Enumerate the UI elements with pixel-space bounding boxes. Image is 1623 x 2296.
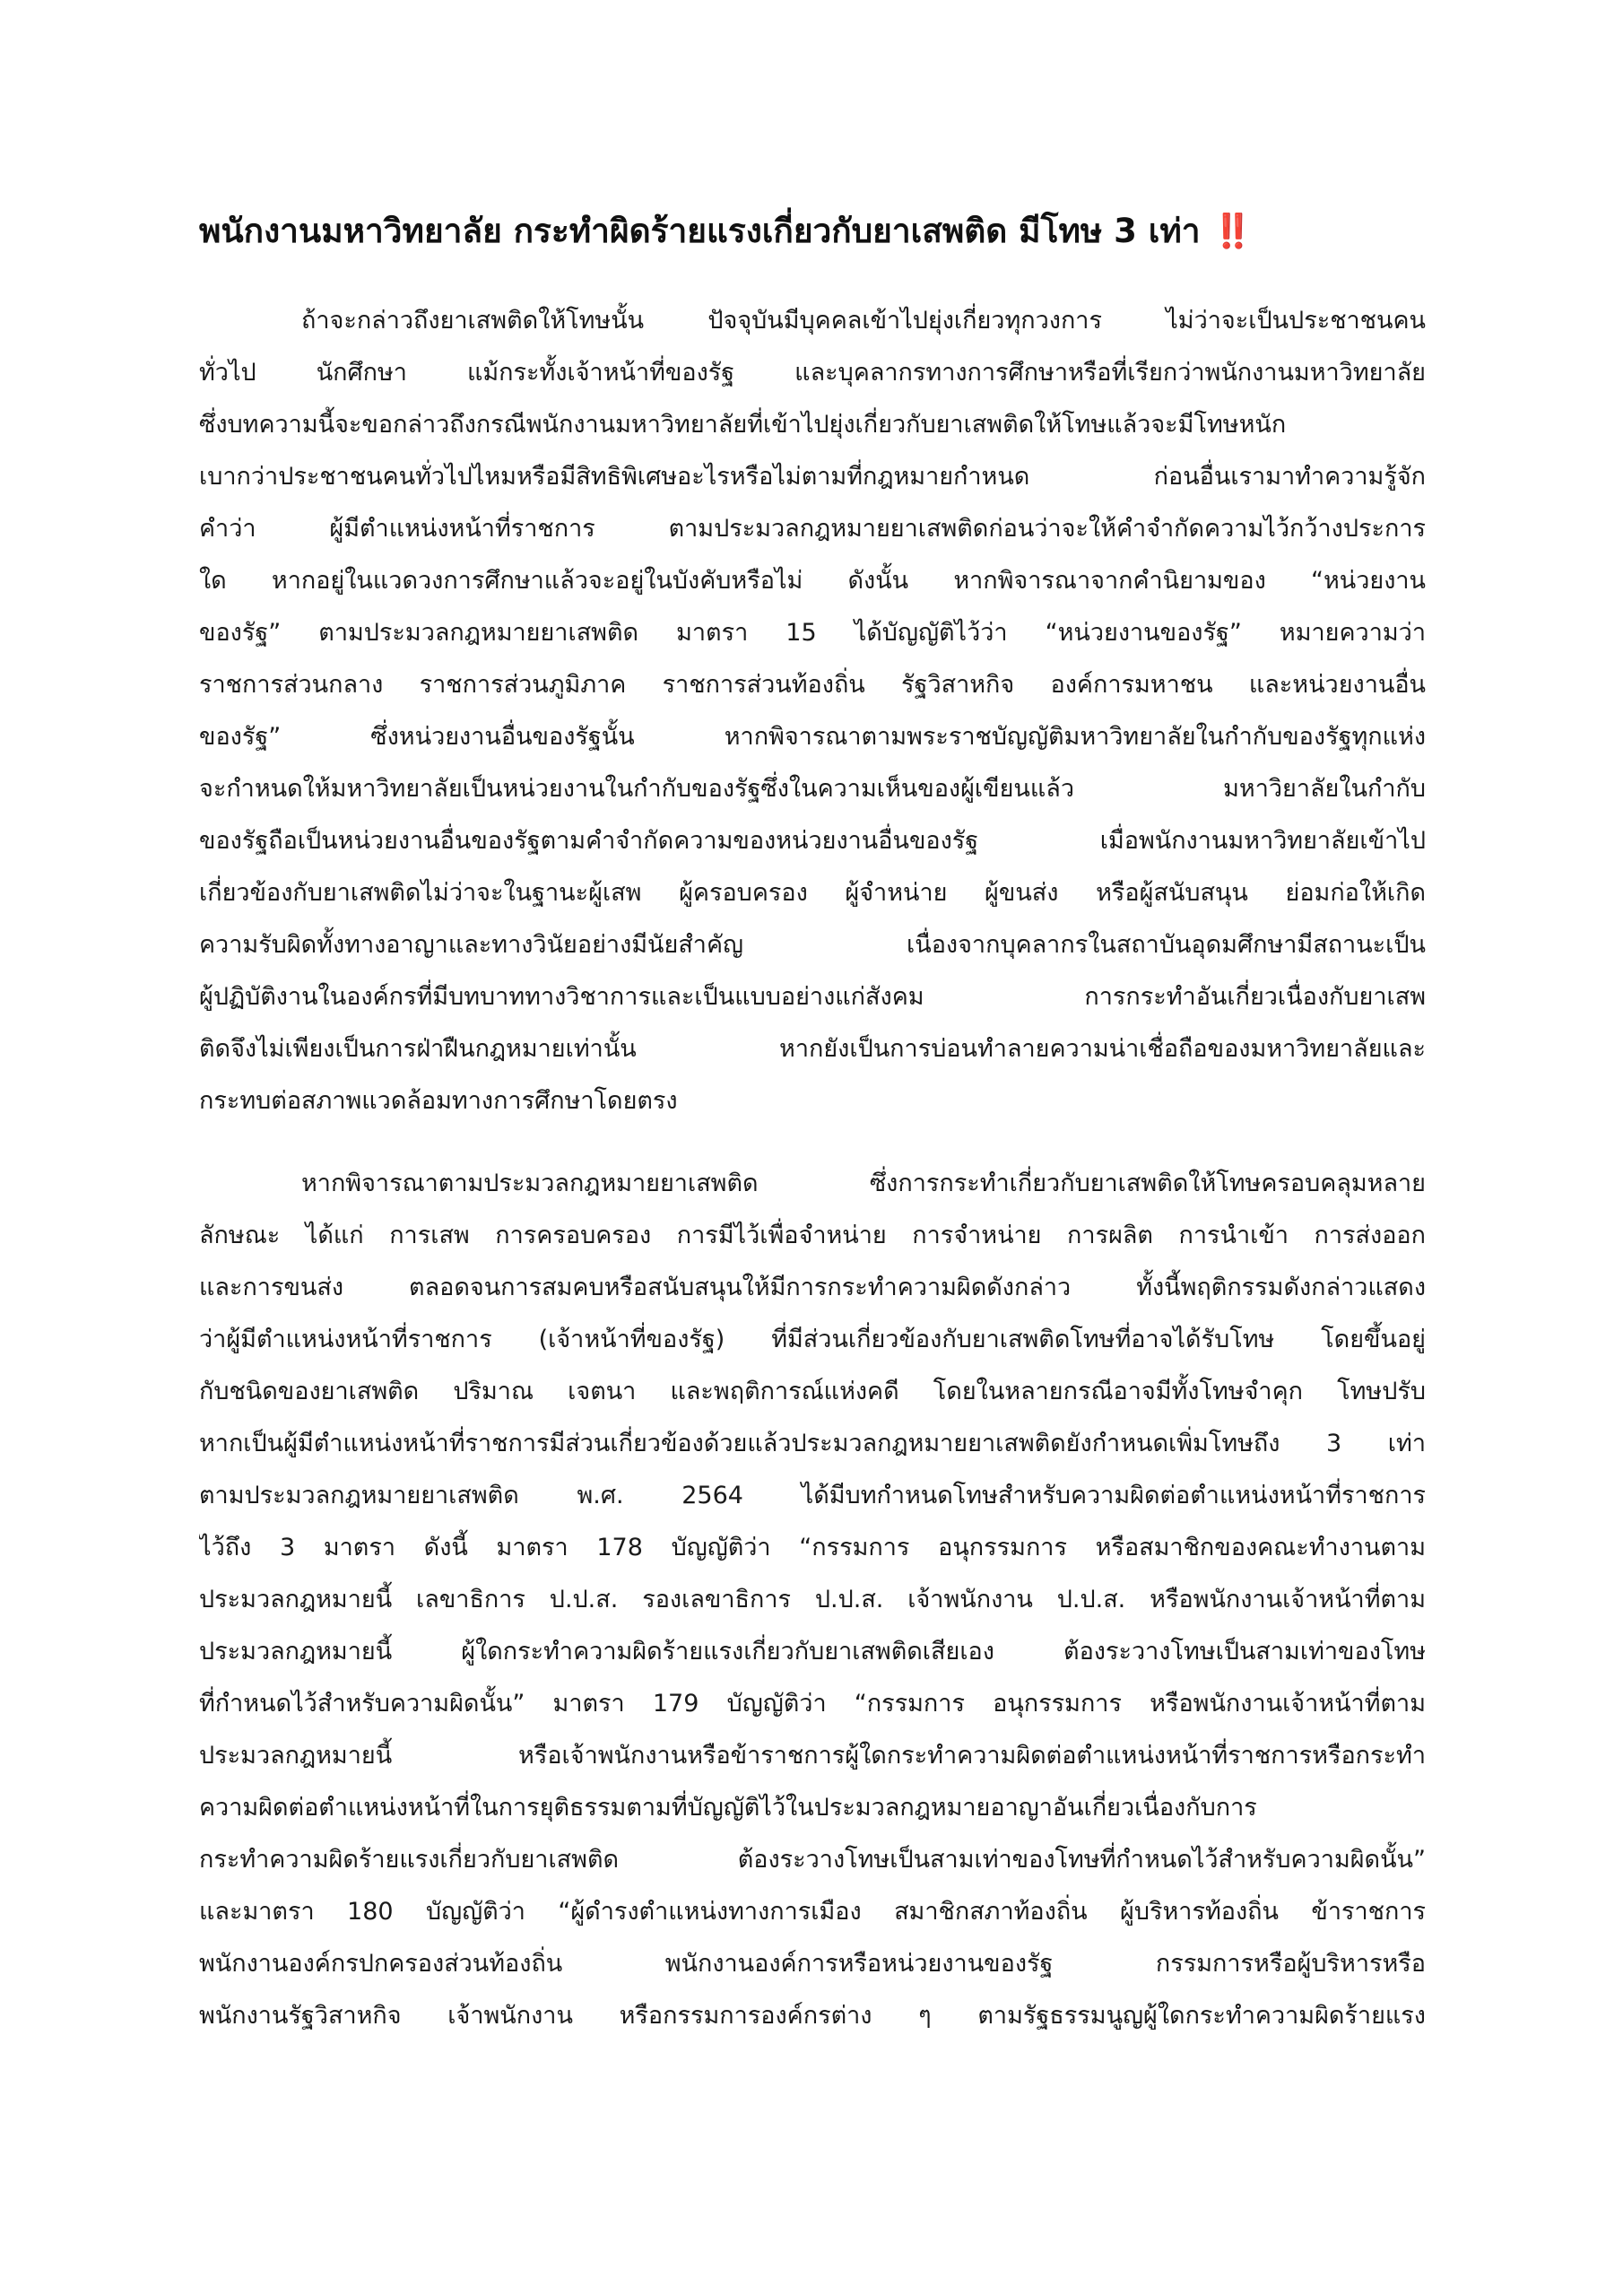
paragraph-line: ของรัฐ” ซึ่งหน่วยงานอื่นของรัฐนั้น หากพิจารณาตามพระราชบัญญัติมหาวิทยาลัยในกำกับของรัฐทุกแห่ง — [199, 723, 1426, 751]
paragraph-line: เกี่ยวข้องกับยาเสพติดไม่ว่าจะในฐานะผู้เสพ ผู้ครอบครอง ผู้จำหน่าย ผู้ขนส่ง หรือผู้สนับสนุน ย่อมก่อให้เกิด — [199, 879, 1426, 907]
paragraph-line: ของรัฐถือเป็นหน่วยงานอื่นของรัฐตามคำจำกัดความของหน่วยงานอื่นของรัฐ เมื่อพนักงานมหาวิทยาลัยเข้าไป — [199, 827, 1426, 855]
paragraph-line: ราชการส่วนกลาง ราชการส่วนภูมิภาค ราชการส่วนท้องถิ่น รัฐวิสาหกิจ องค์การมหาชน และหน่วยงานอื่น — [199, 671, 1426, 699]
paragraph-line: ลักษณะ ได้แก่ การเสพ การครอบครอง การมีไว้เพื่อจำหน่าย การจำหน่าย การผลิต การนำเข้า การส่งออก — [199, 1222, 1426, 1249]
paragraph-line: ทั่วไป นักศึกษา แม้กระทั้งเจ้าหน้าที่ของรัฐ และบุคลากรทางการศึกษาหรือที่เรียกว่าพนักงานมหาวิทยาลัย — [199, 359, 1426, 387]
paragraph-line: ตามประมวลกฎหมายยาเสพติด พ.ศ. 2564 ได้มีบทกำหนดโทษสำหรับความผิดต่อตำแหน่งหน้าที่ราชการ — [199, 1482, 1426, 1509]
paragraph-line: กับชนิดของยาเสพติด ปริมาณ เจตนา และพฤติการณ์แห่งคดี โดยในหลายกรณีอาจมีทั้งโทษจำคุก โทษปรับ — [199, 1378, 1426, 1405]
paragraph-line: ประมวลกฎหมายนี้ ผู้ใดกระทำความผิดร้ายแรงเกี่ยวกับยาเสพติดเสียเอง ต้องระวางโทษเป็นสามเท่าของโทษ — [199, 1638, 1426, 1665]
paragraph-line: ผู้ปฏิบัติงานในองค์กรที่มีบทบาททางวิชาการและเป็นแบบอย่างแก่สังคม การกระทำอันเกี่ยวเนื่องกับยาเสพ — [199, 983, 1426, 1011]
paragraph-line: และมาตรา 180 บัญญัติว่า “ผู้ดำรงตำแหน่งทางการเมือง สมาชิกสภาท้องถิ่น ผู้บริหารท้องถิ่น ข้าราชการ — [199, 1898, 1426, 1926]
article-title — [199, 204, 1254, 258]
paragraph-line: ความรับผิดทั้งทางอาญาและทางวินัยอย่างมีนัยสำคัญ เนื่องจากบุคลากรในสถาบันอุดมศึกษามีสถานะเป็น — [199, 931, 1426, 959]
paragraph-line: ว่าผู้มีตำแหน่งหน้าที่ราชการ (เจ้าหน้าที่ของรัฐ) ที่มีส่วนเกี่ยวข้องกับยาเสพติดโทษที่อาจได้รับโทษ โดยขึ้นอยู่ — [199, 1326, 1426, 1353]
paragraph-line: ถ้าจะกล่าวถึงยาเสพติดให้โทษนั้น ปัจจุบันมีบุคคลเข้าไปยุ่งเกี่ยวทุกวงการ ไม่ว่าจะเป็นประชาชนคน — [301, 307, 1426, 335]
paragraph-line: พนักงานองค์กรปกครองส่วนท้องถิ่น พนักงานองค์การหรือหน่วยงานของรัฐ กรรมการหรือผู้บริหารหรือ — [199, 1950, 1426, 1978]
paragraph-line: คำว่า ผู้มีตำแหน่งหน้าที่ราชการ ตามประมวลกฎหมายยาเสพติดก่อนว่าจะให้คำจำกัดความไว้กว้างประการ — [199, 515, 1426, 543]
paragraph-line: ติดจึงไม่เพียงเป็นการฝ่าฝืนกฎหมายเท่านั้น หากยังเป็นการบ่อนทำลายความน่าเชื่อถือของมหาวิทยาลัยและ — [199, 1035, 1426, 1063]
paragraph-line: ความผิดต่อตำแหน่งหน้าที่ในการยุติธรรมตามที่บัญญัติไว้ในประมวลกฎหมายอาญาอันเกี่ยวเนื่องกับการ — [199, 1794, 1257, 1822]
paragraph-line: กระทบต่อสภาพแวดล้อมทางการศึกษาโดยตรง — [199, 1087, 678, 1115]
paragraph-line: ใด หากอยู่ในแวดวงการศึกษาแล้วจะอยู่ในบังคับหรือไม่ ดังนั้น หากพิจารณาจากคำนิยามของ “หน่วยงาน — [199, 567, 1426, 595]
paragraph-line: เบากว่าประชาชนคนทั่วไปไหมหรือมีสิทธิพิเศษอะไรหรือไม่ตามที่กฎหมายกำหนด ก่อนอื่นเรามาทำความรู้จัก — [199, 463, 1426, 491]
paragraph-line: กระทำความผิดร้ายแรงเกี่ยวกับยาเสพติด ต้องระวางโทษเป็นสามเท่าของโทษที่กำหนดไว้สำหรับความผิดนั้น” — [199, 1846, 1426, 1874]
paragraph-line: ของรัฐ” ตามประมวลกฎหมายยาเสพติด มาตรา 15 ได้บัญญัติไว้ว่า “หน่วยงานของรัฐ” หมายความว่า — [199, 619, 1426, 647]
paragraph-line: ซึ่งบทความนี้จะขอกล่าวถึงกรณีพนักงานมหาวิทยาลัยที่เข้าไปยุ่งเกี่ยวกับยาเสพติดให้โทษแล้วจะมีโทษหนัก — [199, 411, 1287, 439]
article-title-text: พนักงานมหาวิทยาลัย กระทำผิดร้ายแรงเกี่ยวกับยาเสพติด มีโทษ 3 เท่า — [199, 212, 1201, 250]
paragraph-line: ประมวลกฎหมายนี้ เลขาธิการ ป.ป.ส. รองเลขาธิการ ป.ป.ส. เจ้าพนักงาน ป.ป.ส. หรือพนักงานเจ้าหน้าที่ตาม — [199, 1586, 1426, 1613]
paragraph-line: จะกำหนดให้มหาวิทยาลัยเป็นหน่วยงานในกำกับของรัฐซึ่งในความเห็นของผู้เขียนแล้ว มหาวิยาลัยในกำกับ — [199, 775, 1426, 803]
paragraph-line: ไว้ถึง 3 มาตรา ดังนี้ มาตรา 178 บัญญัติว่า “กรรมการ อนุกรรมการ หรือสมาชิกของคณะทำงานตาม — [199, 1534, 1426, 1561]
double-exclamation-icon: ‼️ — [1211, 212, 1254, 250]
paragraph-line: และการขนส่ง ตลอดจนการสมคบหรือสนับสนุนให้มีการกระทำความผิดดังกล่าว ทั้งนี้พฤติกรรมดังกล่าวแสดง — [199, 1274, 1426, 1301]
paragraph-line: หากเป็นผู้มีตำแหน่งหน้าที่ราชการมีส่วนเกี่ยวข้องด้วยแล้วประมวลกฎหมายยาเสพติดยังกำหนดเพิ่มโทษถึง 3 เท่า — [199, 1430, 1426, 1457]
paragraph-line: หากพิจารณาตามประมวลกฎหมายยาเสพติด ซึ่งการกระทำเกี่ยวกับยาเสพติดให้โทษครอบคลุมหลาย — [301, 1170, 1426, 1197]
paragraph-line: พนักงานรัฐวิสาหกิจ เจ้าพนักงาน หรือกรรมการองค์กรต่าง ๆ ตามรัฐธรรมนูญผู้ใดกระทำความผิดร้ายแรง — [199, 2002, 1426, 2030]
paragraph-line: ที่กำหนดไว้สำหรับความผิดนั้น” มาตรา 179 บัญญัติว่า “กรรมการ อนุกรรมการ หรือพนักงานเจ้าหน้าที่ตาม — [199, 1690, 1426, 1718]
paragraph-line: ประมวลกฎหมายนี้ หรือเจ้าพนักงานหรือข้าราชการผู้ใดกระทำความผิดต่อตำแหน่งหน้าที่ราชการหรือกระทำ — [199, 1742, 1426, 1770]
